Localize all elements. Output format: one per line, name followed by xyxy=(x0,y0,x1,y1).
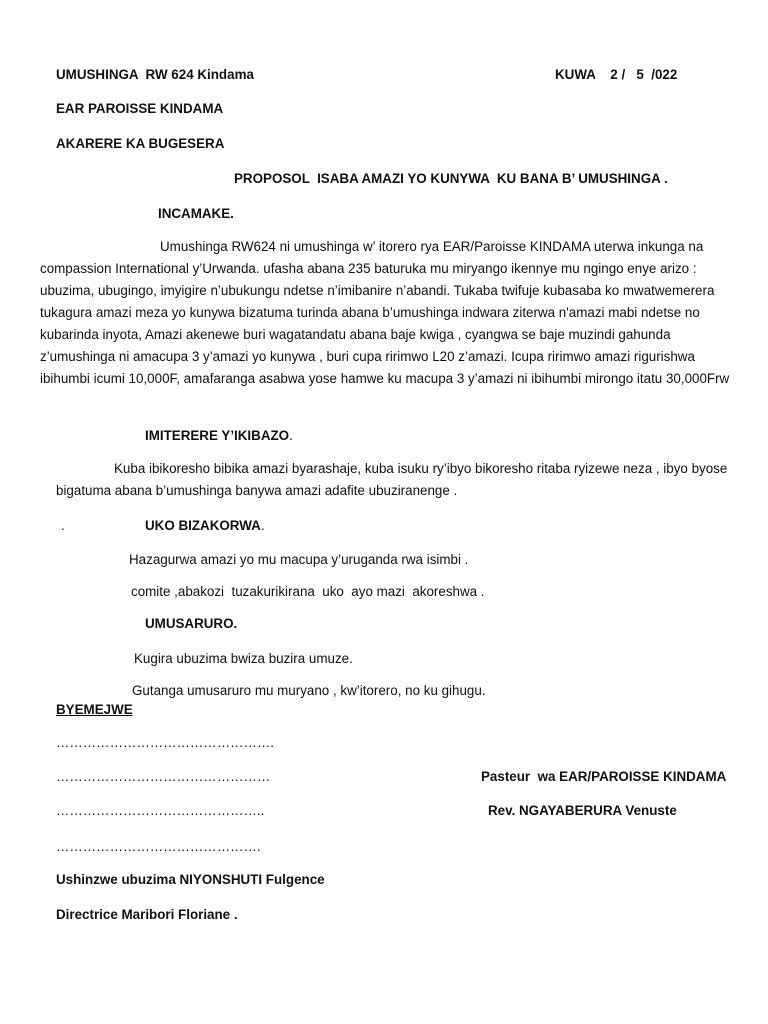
result-heading: UMUSARURO. xyxy=(145,616,238,631)
signature-line-1: …………………………………………. xyxy=(56,735,274,750)
method-line-1: Hazagurwa amazi yo mu macupa y’uruganda rwa isimbi . xyxy=(129,552,469,567)
problem-paragraph: Kuba ibikoresho bibika amazi byarashaje, kuba isuku ry’ibyo bikoresho ritaba ryizewe neza , ibyo byose bigatuma abana b’umushinga banywa amazi adafite ubuziranenge . xyxy=(56,461,728,498)
result-line-1: Kugira ubuzima bwiza buzira umuze. xyxy=(134,651,353,666)
project-name: UMUSHINGA RW 624 Kindama xyxy=(56,67,254,82)
pastor-title: Pasteur wa EAR/PAROISSE KINDAMA xyxy=(481,769,727,784)
document-date: KUWA 2 / 5 /022 xyxy=(555,67,678,82)
method-heading-dot: . xyxy=(260,518,265,533)
method-line-2: comite ,abakozi tuzakurikirana uko ayo mazi akoreshwa . xyxy=(131,584,485,599)
problem-heading-dot: . xyxy=(289,428,293,443)
health-officer: Ushinzwe ubuzima NIYONSHUTI Fulgence xyxy=(56,872,325,887)
church-name: EAR PAROISSE KINDAMA xyxy=(56,101,224,116)
signature-line-2: ………………………………………… xyxy=(56,769,271,784)
director: Directrice Maribori Floriane . xyxy=(56,907,238,922)
document-title: PROPOSOL ISABA AMAZI YO KUNYWA KU BANA B’ UMUSHINGA . xyxy=(234,171,668,186)
signature-line-3: ……………………………………….. xyxy=(56,803,265,818)
signature-line-4: ………………………………………. xyxy=(56,839,261,854)
method-bullet: . xyxy=(61,518,65,533)
problem-heading-line xyxy=(145,427,293,445)
summary-paragraph: Umushinga RW624 ni umushinga w’ itorero rya EAR/Paroisse KINDAMA uterwa inkunga na compassion International y’Urwanda. ufasha abana 235 baturuka mu miryango ikennye mu ngingo enye arizo : ubuzima, ubugingo, imyigire n’ubukungu ndetse n’imibanire n’abandi. Tukaba twifuje kubasaba ko mwatwemerera tukagura amazi meza yo kunywa bizatuma turinda abana b’umushinga indwara ziterwa n'amazi mabi ndetse no kubarinda inyota, Amazi akenewe buri wagatandatu abana baje kwiga , cyangwa se baje muzindi gahunda z’umushinga ni amacupa 3 y’amazi yo kunywa , buri cupa ririmwo L20 z’amazi. Icupa ririmwo amazi rigurishwa ibihumbi icumi 10,000F, amafaranga asabwa yose hamwe ku macupa 3 y’amazi ni ibihumbi mirongo itatu 30,000Frw xyxy=(40,239,730,386)
approval-heading: BYEMEJWE xyxy=(56,702,133,717)
result-line-2: Gutanga umusaruro mu muryano , kw’itorero, no ku gihugu. xyxy=(132,683,486,698)
method-heading-line xyxy=(145,517,265,535)
method-heading: UKO BIZAKORWA xyxy=(145,518,261,533)
summary-heading: INCAMAKE. xyxy=(158,206,234,221)
pastor-name: Rev. NGAYABERURA Venuste xyxy=(488,803,677,818)
district-name: AKARERE KA BUGESERA xyxy=(56,136,225,151)
problem-heading: IMITERERE Y’IKIBAZO xyxy=(145,428,290,443)
